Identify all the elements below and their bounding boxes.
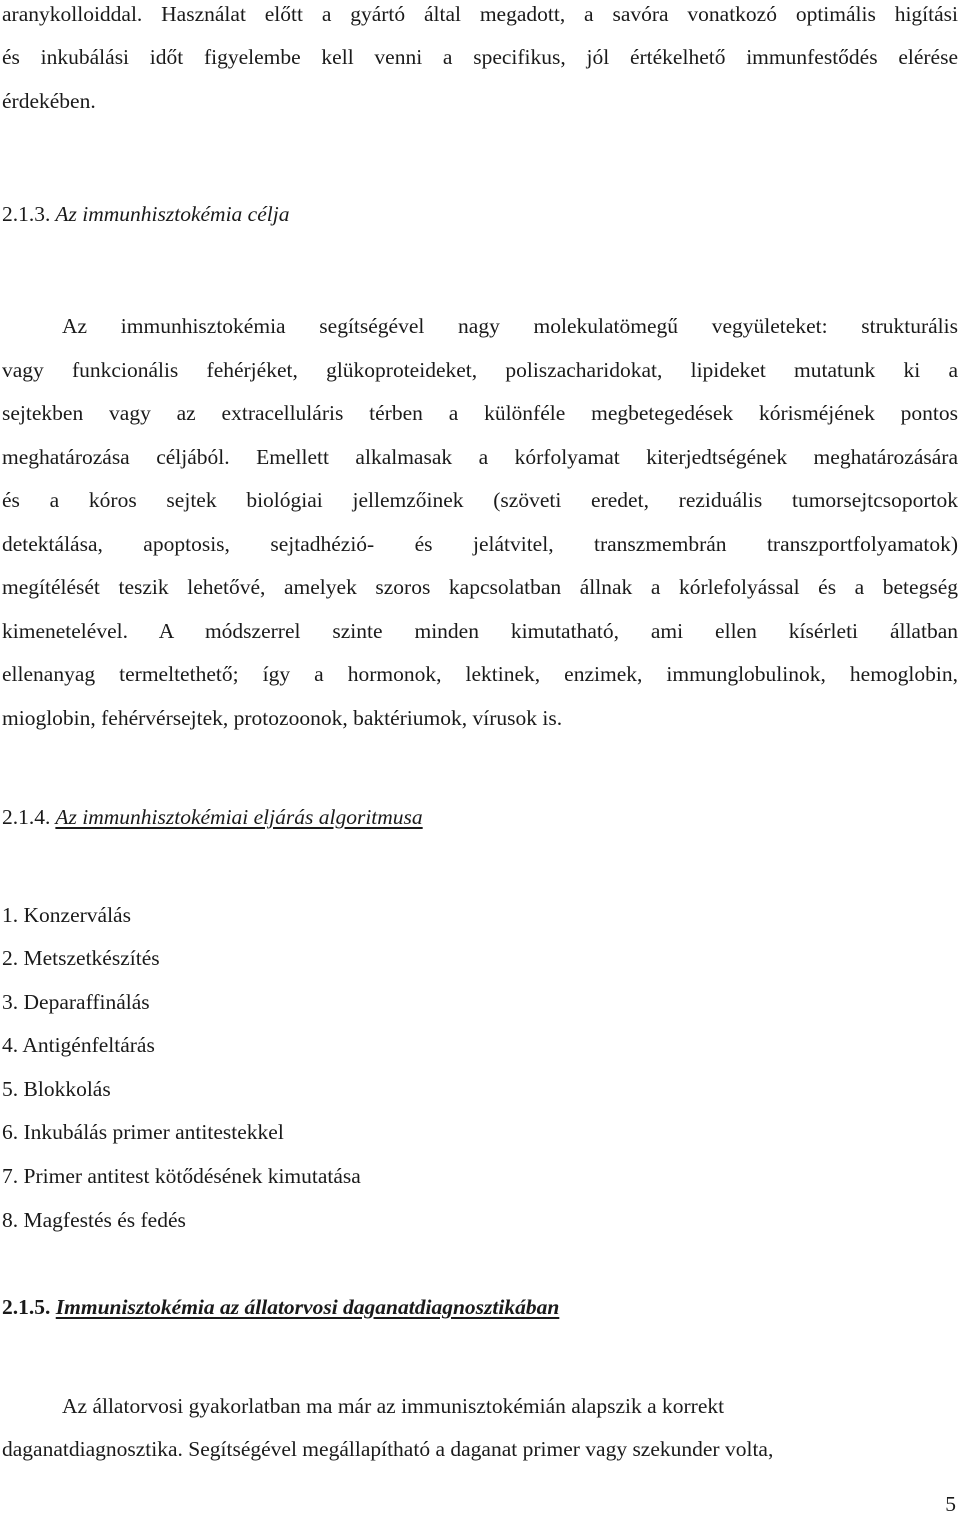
- paragraph-line: Az immunhisztokémia segítségével nagy molekulatömegű vegyületeket: strukturális: [62, 314, 958, 338]
- section-number: 2.1.3.: [2, 202, 51, 226]
- intro-line-2: és inkubálási időt figyelembe kell venni a specifikus, jól értékelhető immunfestődés elérése: [2, 45, 958, 69]
- paragraph-line: vagy funkcionális fehérjéket, glükoproteideket, poliszacharidokat, lipideket mutatunk ki a: [2, 358, 958, 382]
- section-title: Immunisztokémia az állatorvosi daganatdiagnosztikában: [55, 1295, 560, 1319]
- list-item: 6. Inkubálás primer antitestekkel: [2, 1120, 284, 1144]
- section-2-1-3-heading: [2, 200, 289, 228]
- list-item: 2. Metszetkészítés: [2, 946, 160, 970]
- intro-line-3: érdekében.: [2, 89, 96, 113]
- paragraph-line: ellenanyag termeltethető; így a hormonok, lektinek, enzimek, immunglobulinok, hemoglobin,: [2, 662, 958, 686]
- page-number: 5: [945, 1492, 956, 1516]
- paragraph-line: és a kóros sejtek biológiai jellemzőinek (szöveti eredet, reziduális tumorsejtcsoportok: [2, 488, 958, 512]
- section-title: Az immunhisztokémiai eljárás algoritmusa: [55, 805, 423, 829]
- list-item: 1. Konzerválás: [2, 903, 131, 927]
- section-title: Az immunhisztokémia célja: [55, 202, 290, 226]
- paragraph-line: kimenetelével. A módszerrel szinte minden kimutatható, ami ellen kísérleti állatban: [2, 619, 958, 643]
- list-item: 4. Antigénfeltárás: [2, 1033, 155, 1057]
- paragraph-line: daganatdiagnosztika. Segítségével megállapítható a daganat primer vagy szekunder volta,: [2, 1437, 774, 1461]
- paragraph-line: Az állatorvosi gyakorlatban ma már az immunisztokémián alapszik a korrekt: [62, 1394, 725, 1418]
- section-2-1-4-heading: [2, 803, 423, 831]
- section-number: 2.1.5.: [2, 1295, 51, 1319]
- list-item: 5. Blokkolás: [2, 1077, 111, 1101]
- section-2-1-5-heading: [2, 1293, 559, 1321]
- paragraph-line: mioglobin, fehérvérsejtek, protozoonok, baktériumok, vírusok is.: [2, 706, 563, 730]
- section-number: 2.1.4.: [2, 805, 51, 829]
- intro-line-1: aranykolloiddal. Használat előtt a gyártó által megadott, a savóra vonatkozó optimális higítási: [2, 2, 958, 26]
- list-item: 8. Magfestés és fedés: [2, 1208, 186, 1232]
- paragraph-line: megítélését teszik lehetővé, amelyek szoros kapcsolatban állnak a kórlefolyással és a betegség: [2, 575, 958, 599]
- paragraph-line: detektálása, apoptosis, sejtadhézió- és jelátvitel, transzmembrán transzportfolyamatok): [2, 532, 958, 556]
- paragraph-line: sejtekben vagy az extracelluláris térben a különféle megbetegedések kórisméjének pontos: [2, 401, 958, 425]
- list-item: 3. Deparaffinálás: [2, 990, 150, 1014]
- paragraph-line: meghatározása céljából. Emellett alkalmasak a kórfolyamat kiterjedtségének meghatározására: [2, 445, 958, 469]
- list-item: 7. Primer antitest kötődésének kimutatása: [2, 1164, 361, 1188]
